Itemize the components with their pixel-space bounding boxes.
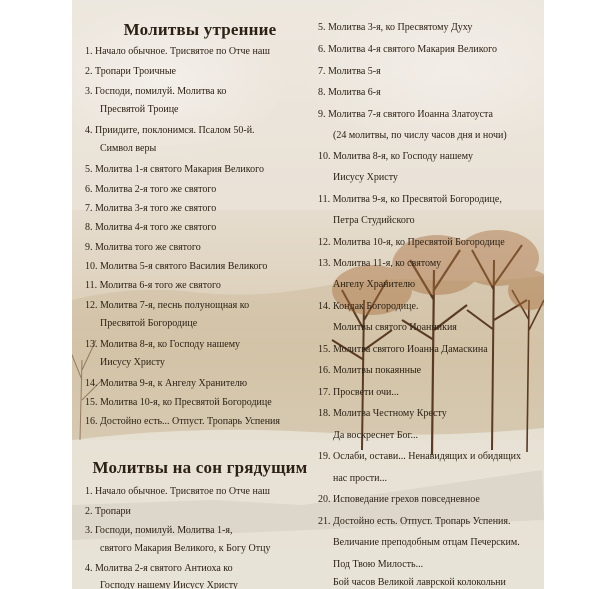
morning-item-13-cont: Иисусу Христу bbox=[100, 357, 165, 368]
evening-item-21-cont-3: Бой часов Великой лаврской колокольни bbox=[333, 577, 506, 588]
evening-item-14-cont: Молитвы святого Иоанникия bbox=[333, 322, 457, 333]
evening-item-13-cont: Ангелу Хранителю bbox=[333, 279, 416, 290]
morning-item-10: 10. Молитва 5-я святого Василия Великого bbox=[85, 261, 268, 272]
evening-item-15: 15. Молитва святого Иоанна Дамаскина bbox=[318, 344, 488, 355]
evening-item-11-cont: Петра Студийского bbox=[333, 215, 415, 226]
evening-item-9: 9. Молитва 7-я святого Иоанна Златоуста bbox=[318, 109, 493, 120]
morning-item-4: 4. Приидите, поклонимся. Псалом 50-й. bbox=[85, 125, 255, 136]
evening-item-1: 1. Начало обычное. Трисвятое по Отче наш bbox=[85, 486, 270, 497]
morning-item-2: 2. Тропари Троичные bbox=[85, 66, 176, 77]
evening-prayers-title: Молитвы на сон грядущим bbox=[92, 458, 308, 477]
evening-item-21-cont-1: Величание преподобным отцам Печерским. bbox=[333, 537, 520, 548]
morning-item-6: 6. Молитва 2-я того же святого bbox=[85, 184, 217, 195]
morning-item-5: 5. Молитва 1-я святого Макария Великого bbox=[85, 164, 264, 175]
evening-item-11: 11. Молитва 9-я, ко Пресвятой Богородице, bbox=[318, 194, 502, 205]
booklet-page bbox=[72, 0, 544, 589]
evening-item-5: 5. Молитва 3-я, ко Пресвятому Духу bbox=[318, 22, 473, 33]
morning-item-12-cont: Пресвятой Богородице bbox=[100, 318, 198, 329]
morning-item-3-cont: Пресвятой Троице bbox=[100, 104, 179, 115]
morning-item-13: 13. Молитва 8-я, ко Господу нашему bbox=[85, 339, 241, 350]
evening-item-7: 7. Молитва 5-я bbox=[318, 66, 381, 77]
morning-item-1: 1. Начало обычное. Трисвятое по Отче наш bbox=[85, 46, 270, 57]
evening-item-3: 3. Господи, помилуй. Молитва 1-я, bbox=[85, 525, 233, 536]
evening-item-9-cont: (24 молитвы, по числу часов дня и ночи) bbox=[333, 130, 507, 141]
morning-item-7: 7. Молитва 3-я того же святого bbox=[85, 203, 217, 214]
morning-item-11: 11. Молитва 6-я того же святого bbox=[85, 280, 221, 291]
evening-item-10-cont: Иисусу Христу bbox=[333, 172, 398, 183]
evening-item-13: 13. Молитва 11-я, ко святому bbox=[318, 258, 442, 269]
morning-item-9: 9. Молитва того же святого bbox=[85, 242, 201, 253]
evening-item-21: 21. Достойно есть. Отпуст. Тропарь Успения. bbox=[318, 516, 511, 527]
evening-item-16: 16. Молитвы покаянные bbox=[318, 365, 422, 376]
evening-item-19-cont: нас прости... bbox=[333, 473, 387, 484]
evening-item-3-cont: святого Макария Великого, к Богу Отцу bbox=[100, 543, 271, 554]
evening-item-21-cont-2: Под Твою Милость... bbox=[333, 559, 424, 570]
evening-item-17: 17. Просвети очи... bbox=[318, 387, 399, 398]
evening-item-10: 10. Молитва 8-я, ко Господу нашему bbox=[318, 151, 474, 162]
evening-item-12: 12. Молитва 10-я, ко Пресвятой Богородице bbox=[318, 237, 505, 248]
evening-item-2: 2. Тропари bbox=[85, 506, 131, 517]
evening-item-4-cont: Господу нашему Иисусу Христу bbox=[100, 580, 238, 589]
evening-item-18-cont: Да воскреснет Бог... bbox=[333, 430, 418, 441]
morning-item-3: 3. Господи, помилуй. Молитва ко bbox=[85, 86, 227, 97]
morning-item-8: 8. Молитва 4-я того же святого bbox=[85, 222, 217, 233]
evening-item-18: 18. Молитва Честному Кресту bbox=[318, 408, 447, 419]
evening-item-20: 20. Исповедание грехов повседневное bbox=[318, 494, 480, 505]
morning-item-12: 12. Молитва 7-я, песнь полунощная ко bbox=[85, 300, 250, 311]
evening-item-4: 4. Молитва 2-я святого Антиоха ко bbox=[85, 563, 233, 574]
morning-item-15: 15. Молитва 10-я, ко Пресвятой Богородице bbox=[85, 397, 272, 408]
evening-item-8: 8. Молитва 6-я bbox=[318, 87, 381, 98]
evening-item-6: 6. Молитва 4-я святого Макария Великого bbox=[318, 44, 497, 55]
morning-item-4-cont: Символ веры bbox=[100, 143, 157, 154]
evening-item-14: 14. Кондак Богородице. bbox=[318, 301, 419, 312]
morning-item-14: 14. Молитва 9-я, к Ангелу Хранителю bbox=[85, 378, 248, 389]
morning-item-16: 16. Достойно есть... Отпуст. Тропарь Успения bbox=[85, 416, 280, 427]
morning-prayers-title: Молитвы утренние bbox=[123, 20, 277, 39]
evening-item-19: 19. Ослаби, остави... Ненавидящих и обидящих bbox=[318, 451, 522, 462]
